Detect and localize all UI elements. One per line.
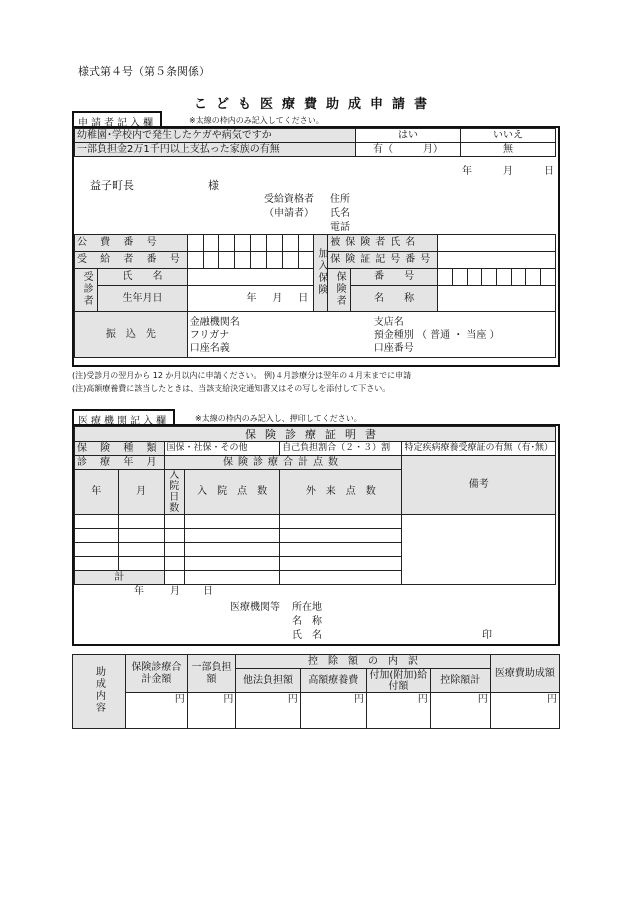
deduction-breakdown-label: 控 除 額 の 内 訳 [236,655,490,669]
patient-name-field[interactable] [187,269,314,286]
q1-no-option[interactable]: いいえ [461,129,556,143]
subsidy-side-label: 助成内容 [73,655,126,729]
yen-unit: 円 [353,694,364,705]
yen-unit: 円 [223,694,234,705]
patient-label: 受診者 [75,269,98,312]
recipient-no-digit[interactable] [266,252,282,269]
public-no-digit[interactable] [235,235,251,252]
patient-name-label: 氏 名 [98,269,187,286]
doctor-name-label: 氏 名 [292,630,322,641]
insurer-no-digit[interactable] [438,269,453,286]
note-1: (注)受診月の翌月から 12 か月以内に申請ください。 例)４月診療分は翌年の４月末までに申請 [72,371,412,380]
transfer-label: 振 込 先 [75,312,188,358]
insurer-no-digit[interactable] [452,269,467,286]
insurance-card-no-label: 保険証記号番号 [328,252,438,269]
public-no-digit[interactable] [251,235,267,252]
furigana-label: フリガナ [189,330,230,341]
additional-field[interactable] [366,693,430,729]
insured-total-field[interactable] [126,693,188,729]
outpatient-cell[interactable] [280,515,402,529]
inpatient-cell[interactable] [185,515,280,529]
applicant-section-label: 申請者記入欄 [72,111,162,130]
outpatient-cell[interactable] [280,557,402,571]
q2-yes-option[interactable]: 有（ 月） [356,143,461,157]
insurance-kinds[interactable]: 国保・社保・その他 [164,442,280,456]
public-no-digit[interactable] [187,235,203,252]
form-number: 様式第４号（第５条関係） [78,65,210,78]
deposit-type-label: 預金種別 （ 普通 ・ 当座 ） [373,330,500,341]
location-label: 所在地 [292,602,322,613]
insurer-no-digit[interactable] [526,269,541,286]
subsidy-table [72,654,560,729]
remarks-label: 備考 [402,456,556,515]
month-cell[interactable] [118,515,164,529]
public-no-digit[interactable] [282,235,298,252]
deduction-total-field[interactable] [430,693,490,729]
insured-total-label: 保険診療合計金額 [126,655,188,693]
recipient-no-digit[interactable] [298,252,314,269]
recipient-no-label: 受 給 者 番 号 [75,252,188,269]
self-pay-ratio[interactable]: 自己負担割合（２・３）割 [280,442,402,456]
days-cell[interactable] [164,557,185,571]
medical-section-label: 医療機関記入欄 [72,409,175,428]
days-cell[interactable] [164,529,185,543]
days-cell[interactable] [164,543,185,557]
other-law-field[interactable] [236,693,300,729]
insurer-name-label: 名 称 [351,286,438,312]
insured-name-field[interactable] [438,235,556,252]
public-no-digit[interactable] [298,235,314,252]
year-cell[interactable] [75,515,119,529]
insurer-no-digit[interactable] [467,269,482,286]
page-title: こども医療費助成申請書 [193,97,436,112]
total-label: 計 [75,571,165,585]
month-cell[interactable] [118,543,164,557]
public-no-label: 公 費 番 号 [75,235,188,252]
recipient-no-digit[interactable] [251,252,267,269]
recipient-no-digit[interactable] [235,252,251,269]
service-ym-label: 診 療 年 月 [75,456,165,470]
deduction-total-label: 控除額計 [430,669,490,693]
address-label: 住所 [330,194,350,205]
outpatient-points-label: 外 来 点 数 [280,470,402,515]
q1-yes-option[interactable]: はい [356,129,461,143]
account-holder-label: 口座名義 [189,343,230,354]
account-no-label: 口座番号 [373,343,414,354]
medical-table [74,426,556,585]
public-no-digit[interactable] [266,235,282,252]
high-cost-field[interactable] [300,693,366,729]
yen-unit: 円 [477,694,488,705]
joined-insurance-label: 加入保険 [314,235,328,312]
addressee: 益子町長 [90,179,134,192]
insurance-type-label: 保 険 種 類 [75,442,165,456]
month-col-label: 月 [118,470,164,515]
insurance-card-no-field[interactable] [438,252,556,269]
recipient-no-digit[interactable] [187,252,203,269]
birth-label: 生年月日 [98,286,187,312]
addressee-honorific: 様 [208,179,219,192]
note-2: (注)高額療養費に該当したときは、当該支給決定通知書又はその写しを添付して下さい。 [72,384,391,393]
inpatient-cell[interactable] [185,543,280,557]
seal-mark: 印 [482,630,492,641]
high-cost-label: 高額療養費 [300,669,366,693]
branch-name-label: 支店名 [373,317,404,328]
birth-field[interactable]: 年 月 日 [187,286,314,312]
yen-unit: 円 [417,694,428,705]
specific-disease[interactable]: 特定疾病療養受療証の有無（有･無） [402,442,556,456]
year-cell[interactable] [75,557,119,571]
insurer-no-digit[interactable] [482,269,497,286]
yen-unit: 円 [174,694,185,705]
recipient-label-1: 受給資格者 [264,194,314,205]
insurer-no-digit[interactable] [496,269,511,286]
total-outpatient-cell[interactable] [280,571,402,585]
facility-label: 医療機関等 [230,602,280,613]
public-no-digit[interactable] [219,235,235,252]
transfer-fields[interactable] [187,312,555,358]
copay-label: 一部負担額 [187,655,236,693]
q2-no-option[interactable]: 無 [461,143,556,157]
copay-field[interactable] [187,693,236,729]
recipient-no-digit[interactable] [219,252,235,269]
remarks-field[interactable] [402,515,556,585]
insurer-label: 保険者 [328,269,351,312]
year-cell[interactable] [75,543,119,557]
days-cell[interactable] [164,515,185,529]
month-cell[interactable] [118,529,164,543]
facility-name-label: 名 称 [292,616,322,627]
year-cell[interactable] [75,529,119,543]
insurer-no-label: 番 号 [351,269,438,286]
certificate-title: 保険診療証明書 [75,427,556,442]
recipient-no-digit[interactable] [282,252,298,269]
insurer-no-digit[interactable] [541,269,556,286]
cert-day-label: 日 [203,586,213,597]
apply-day-label: 日 [544,166,554,177]
inpatient-days-label: 入院日数 [164,470,185,515]
recipient-no-digit[interactable] [203,252,219,269]
q2-label: 一部負担金2万1千円以上支払った家族の有無 [75,143,356,157]
inpatient-points-label: 入 院 点 数 [185,470,280,515]
medical-section-note: ※太線の枠内のみ記入し、押印してください。 [195,414,362,423]
other-law-label: 他法負担額 [236,669,300,693]
insurer-no-digit[interactable] [511,269,526,286]
apply-year-label: 年 [462,166,472,177]
additional-label: 付加(附加)給付額 [366,669,430,693]
yen-unit: 円 [287,694,298,705]
insured-name-label: 被保険者氏名 [328,235,438,252]
patient-table [74,234,556,358]
cert-month-label: 月 [170,586,180,597]
month-cell[interactable] [118,557,164,571]
total-points-label: 保険診療合計点数 [164,456,402,470]
q1-label: 幼稚園･学校内で発生したケガや病気ですか [75,129,356,143]
phone-label: 電話 [330,222,350,233]
inpatient-cell[interactable] [185,529,280,543]
outpatient-cell[interactable] [280,543,402,557]
question-table [74,128,556,157]
inpatient-cell[interactable] [185,557,280,571]
bank-name-label: 金融機関名 [189,317,240,328]
year-col-label: 年 [75,470,119,515]
subsidy-amount-field[interactable] [490,693,559,729]
outpatient-cell[interactable] [280,529,402,543]
insurer-name-field[interactable] [438,286,556,312]
apply-month-label: 月 [503,166,513,177]
cert-year-label: 年 [134,586,144,597]
name-label: 氏名 [330,208,350,219]
applicant-section-note: ※太線の枠内のみ記入してください。 [189,116,324,125]
subsidy-amount-label: 医療費助成額 [490,655,559,693]
recipient-label-2: （申請者） [264,208,314,219]
total-inpatient-cell[interactable] [185,571,280,585]
public-no-digit[interactable] [203,235,219,252]
yen-unit: 円 [547,694,557,705]
